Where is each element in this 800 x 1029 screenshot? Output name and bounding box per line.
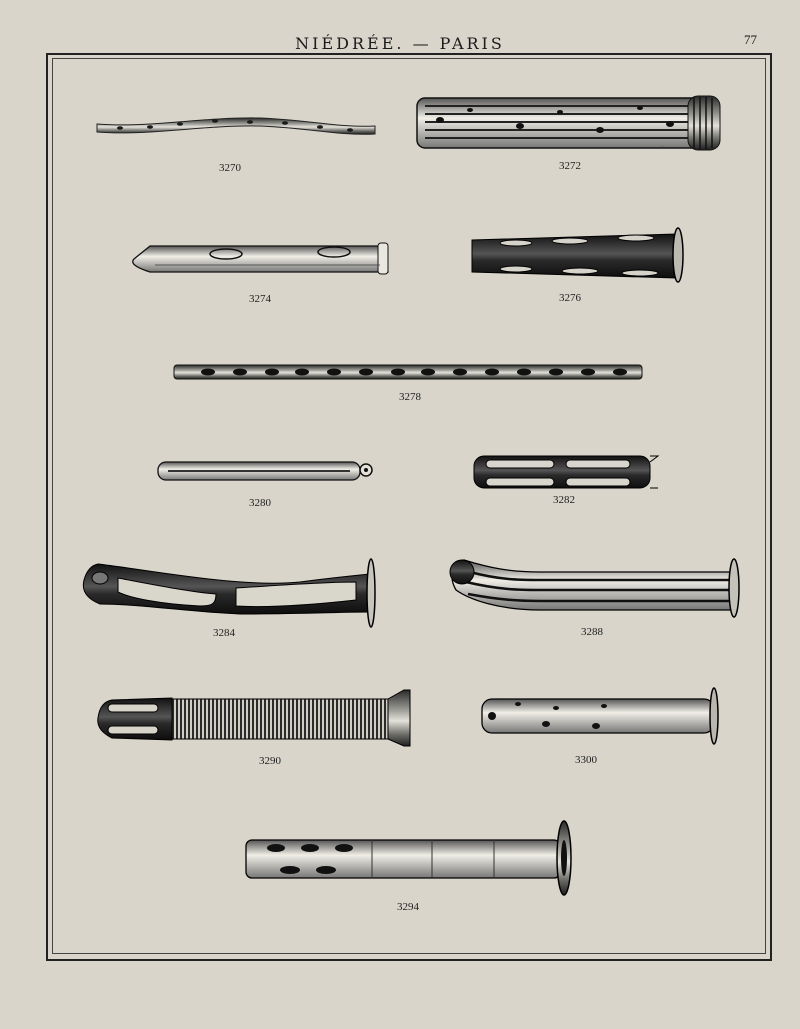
- catalog-number: 3280: [249, 497, 271, 509]
- grooved-cylindrical-drain-icon: [417, 96, 720, 150]
- catalog-number: 3294: [397, 901, 419, 913]
- catalog-number: 3282: [553, 494, 575, 506]
- page-number: 77: [744, 32, 757, 47]
- catalog-number: 3290: [259, 755, 281, 767]
- long-perforated-rod-icon: [174, 365, 642, 379]
- thin-perforated-wire-drain-icon: [97, 118, 375, 134]
- catalog-number: 3278: [399, 391, 421, 403]
- curved-fenestrated-drain-icon: [83, 559, 375, 627]
- catalog-number: 3276: [559, 292, 581, 304]
- catalog-number: 3284: [213, 627, 235, 639]
- slotted-rod-with-eyelet-icon: [158, 462, 372, 480]
- curved-grooved-drain-icon: [450, 559, 739, 617]
- catalog-number: 3288: [581, 626, 603, 638]
- catalog-number: 3270: [219, 162, 241, 174]
- bevel-tip-cannula-icon: [133, 243, 388, 274]
- catalog-number: 3274: [249, 293, 271, 305]
- double-slotted-tube-icon: [474, 456, 658, 488]
- flanged-perforated-drain-icon: [482, 688, 718, 744]
- flanged-perforated-tube-icon: [472, 228, 683, 282]
- catalog-number: 3272: [559, 160, 581, 172]
- large-flanged-drain-icon: [246, 821, 571, 895]
- page-header: NIÉDRÉE. — PARIS: [295, 34, 505, 53]
- ribbed-flanged-drain-icon: [98, 690, 410, 746]
- engraver-mark: ~: [660, 144, 664, 152]
- catalog-number: 3300: [575, 754, 597, 766]
